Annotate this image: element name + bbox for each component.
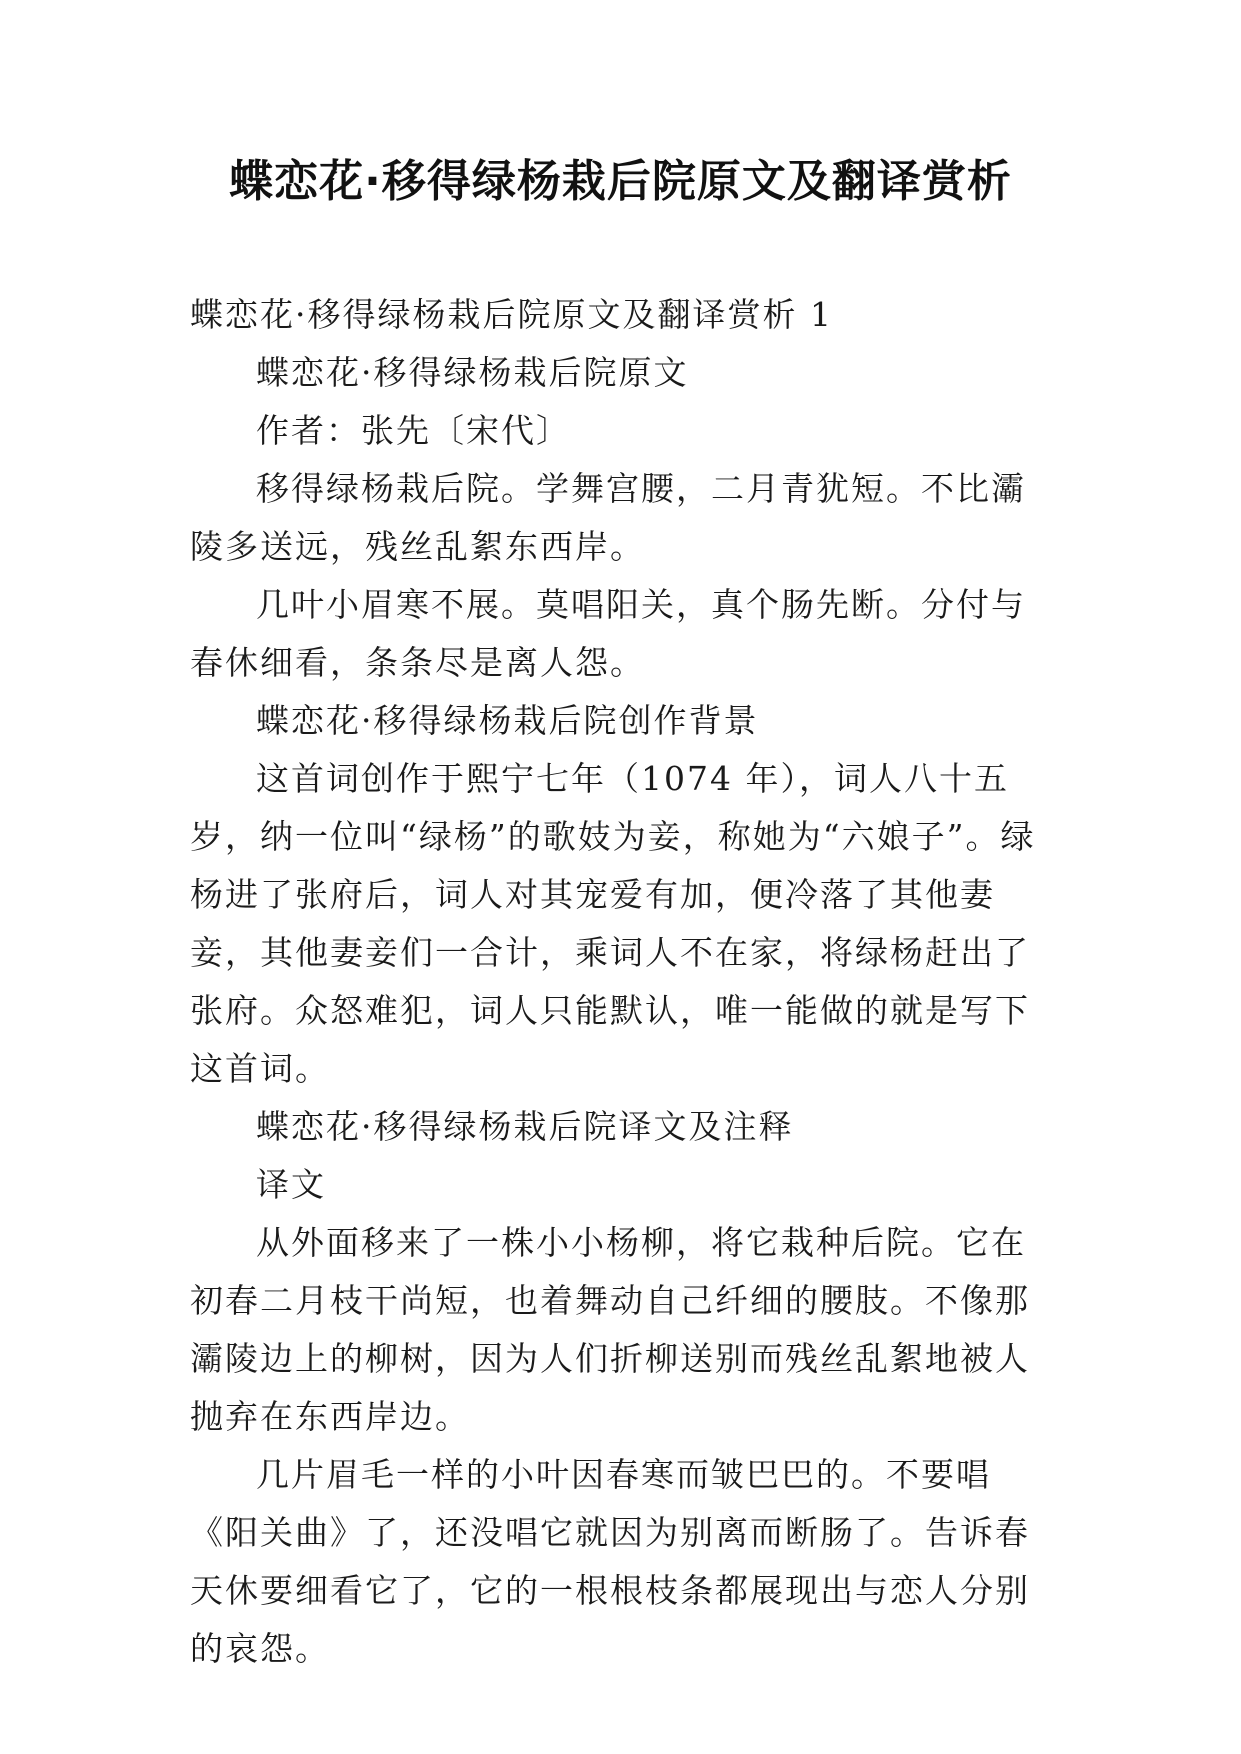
- document-title: 蝶恋花·移得绿杨栽后院原文及翻译赏析: [229, 156, 1012, 207]
- poem-stanza-2: 几叶小眉寒不展。莫唱阳关，真个肠先断。分付与春休细看，条条尽是离人怨。: [190, 585, 1026, 682]
- section-heading: 蝶恋花·移得绿杨栽后院原文及翻译赏析 1: [190, 295, 833, 334]
- translation-heading: 蝶恋花·移得绿杨栽后院译文及注释: [256, 1107, 794, 1146]
- document-body: [190, 286, 1060, 1678]
- translation-paragraph-1: 从外面移来了一株小小杨柳，将它栽种后院。它在初春二月枝干尚短，也着舞动自己纤细的腰肢。不像那灞陵边上的柳树，因为人们折柳送别而残丝乱絮地被人抛弃在东西岸边。: [190, 1223, 1030, 1436]
- translation-label: 译文: [256, 1165, 326, 1204]
- poem-author: 作者：张先〔宋代〕: [256, 411, 571, 450]
- background-heading: 蝶恋花·移得绿杨栽后院创作背景: [256, 701, 759, 740]
- background-paragraph: 这首词创作于熙宁七年（1074 年），词人八十五岁，纳一位叫“绿杨”的歌妓为妾，称她为“六娘子”。绿杨进了张府后，词人对其宠爱有加，便冷落了其他妻妾，其他妻妾们一合计，乘词人不在家，将绿杨赶出了张府。众怒难犯，词人只能默认，唯一能做的就是写下这首词。: [190, 759, 1036, 1088]
- poem-title: 蝶恋花·移得绿杨栽后院原文: [256, 353, 689, 392]
- poem-stanza-1: 移得绿杨栽后院。学舞宫腰，二月青犹短。不比灞陵多送远，残丝乱絮东西岸。: [190, 469, 1026, 566]
- translation-paragraph-2: 几片眉毛一样的小叶因春寒而皱巴巴的。不要唱《阳关曲》了，还没唱它就因为别离而断肠了。告诉春天休要细看它了，它的一根根枝条都展现出与恋人分别的哀怨。: [190, 1455, 1030, 1668]
